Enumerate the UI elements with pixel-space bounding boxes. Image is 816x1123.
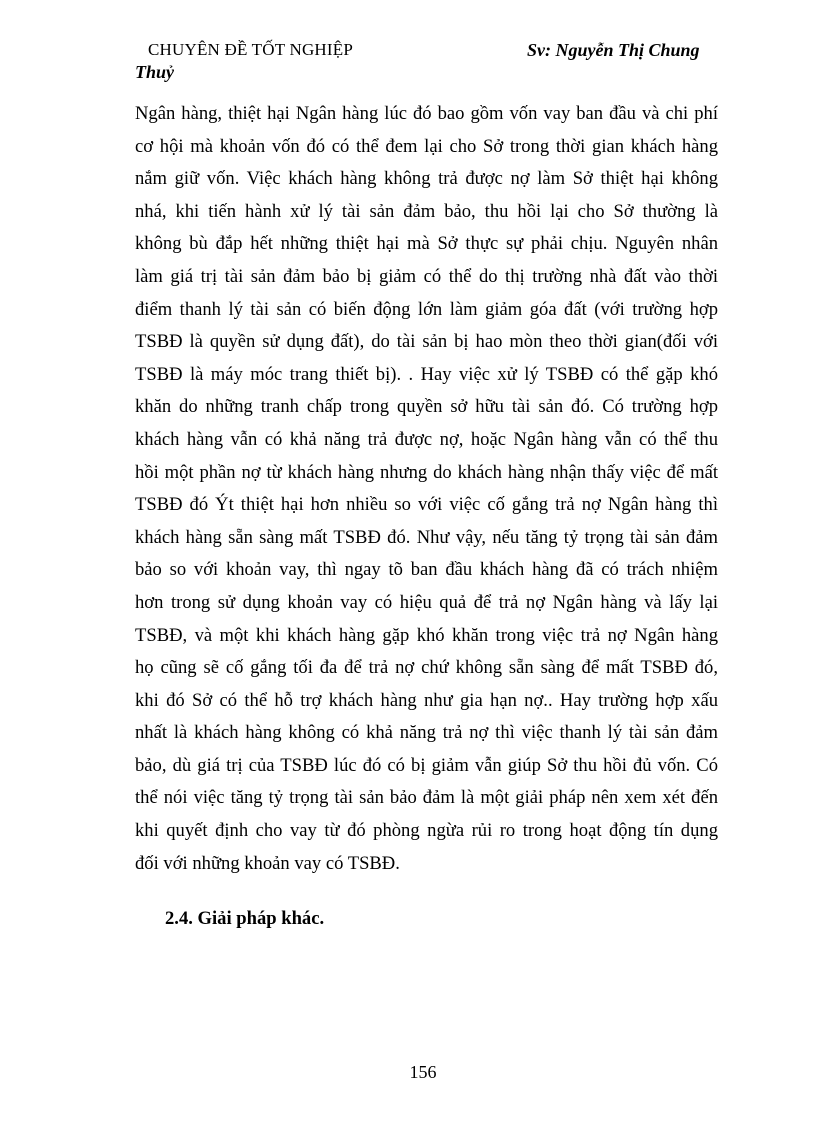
paragraph-line: khăn do những tranh chấp trong quyền sở hữu tài sản đó. Có trường hợp [135, 396, 718, 418]
paragraph-line: TSBĐ đó Ýt thiệt hại hơn nhiều so với việc cố gắng trả nợ Ngân hàng thì [135, 494, 718, 516]
page-number: 156 [409, 1062, 437, 1082]
paragraph-line: khách hàng vẫn có khả năng trả được nợ, hoặc Ngân hàng vẫn có thể thu [135, 428, 718, 450]
paragraph-line: khi đó Sở có thể hỗ trợ khách hàng như gia hạn nợ.. Hay trường hợp xấu [135, 689, 718, 711]
header-author: Sv: Nguyễn Thị Chung [527, 40, 700, 60]
paragraph-line: nhất là khách hàng không có khả năng trả nợ thì việc thanh lý tài sản đảm [135, 722, 718, 744]
paragraph-line: hồi một phần nợ từ khách hàng nhưng do khách hàng nhận thấy việc để mất [135, 461, 718, 483]
paragraph-line: nắm giữ vốn. Việc khách hàng không trả được nợ làm Sở thiệt hại không [135, 168, 718, 190]
paragraph-line: không bù đắp hết những thiệt hại mà Sở thực sự phải chịu. Nguyên nhân [135, 233, 718, 255]
header-author-continuation: Thuỷ [135, 62, 175, 82]
paragraph-line: đối với những khoản vay có TSBĐ. [135, 852, 400, 874]
paragraph-line: khi quyết định cho vay từ đó phòng ngừa rủi ro trong hoạt động tín dụng [135, 820, 718, 842]
paragraph-line: TSBĐ là quyền sử dụng đất), do tài sản bị hao mòn theo thời gian(đối với [135, 331, 718, 353]
paragraph-line: làm giá trị tài sản đảm bảo bị giảm có thể do thị trường nhà đất vào thời [135, 265, 718, 287]
paragraph-line: TSBĐ là máy móc trang thiết bị). . Hay việc xử lý TSBĐ có thể gặp khó [135, 363, 718, 385]
body-paragraph [135, 98, 718, 880]
header-title: CHUYÊN ĐỀ TỐT NGHIỆP [148, 40, 354, 59]
section-heading: 2.4. Giải pháp khác. [165, 908, 325, 929]
paragraph-line: nhá, khi tiến hành xử lý tài sản đảm bảo, thu hồi lại cho Sở thường là [135, 200, 718, 222]
paragraph-line: bảo so với khoản vay, thì ngay tõ ban đầu khách hàng đã có trách nhiệm [135, 559, 718, 581]
paragraph-line: cơ hội mà khoản vốn đó có thể đem lại cho Sở trong thời gian khách hàng [135, 135, 718, 157]
paragraph-line: thể nói việc tăng tỷ trọng tài sản bảo đảm là một giải pháp nên xem xét đến [135, 787, 718, 809]
paragraph-line: TSBĐ, và một khi khách hàng gặp khó khăn trong việc trả nợ Ngân hàng [135, 624, 718, 646]
paragraph-line: họ cũng sẽ cố gắng tối đa để trả nợ chứ không sẵn sàng để mất TSBĐ đó, [135, 657, 718, 679]
paragraph-line: khách hàng sẵn sàng mất TSBĐ đó. Như vậy, nếu tăng tỷ trọng tài sản đảm [135, 526, 718, 548]
paragraph-line: điểm thanh lý tài sản có biến động lớn làm giảm góa đất (với trường hợp [135, 298, 718, 320]
paragraph-line: Ngân hàng, thiệt hại Ngân hàng lúc đó bao gồm vốn vay ban đầu và chi phí [135, 103, 718, 124]
paragraph-line: hơn trong sử dụng khoản vay có hiệu quả để trả nợ Ngân hàng và lấy lại [135, 591, 718, 613]
paragraph-line: bảo, dù giá trị của TSBĐ lúc đó có bị giảm vẫn giúp Sở thu hồi đủ vốn. Có [135, 754, 718, 776]
